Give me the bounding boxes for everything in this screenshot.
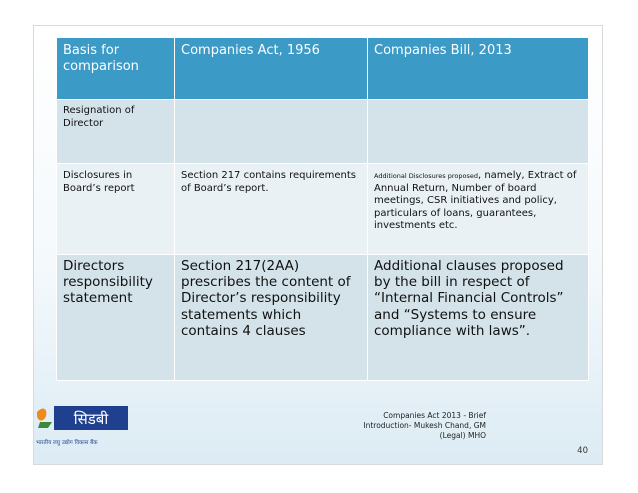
logo-text: सिडबी bbox=[73, 410, 109, 428]
table-row bbox=[57, 164, 589, 255]
cell-basis: Resignation of Director bbox=[57, 100, 175, 164]
cell-bill-2013-small: Additional Disclosures proposed bbox=[374, 172, 478, 180]
cell-bill-2013 bbox=[368, 100, 589, 164]
logo-tagline: भारतीय लघु उद्योग विकास बैंक bbox=[36, 440, 98, 446]
sidbi-logo bbox=[34, 404, 134, 454]
table-row bbox=[57, 100, 589, 164]
header-act-1956: Companies Act, 1956 bbox=[175, 38, 368, 100]
cell-act-1956: Section 217 contains requirements of Board’s report. bbox=[175, 164, 368, 255]
slide bbox=[33, 25, 603, 465]
footer-caption bbox=[306, 411, 486, 440]
cell-bill-2013-rest: , namely, Extract of Annual Return, Number of board meetings, CSR initiatives and policy, particulars of loans, guarantees, investments etc. bbox=[374, 170, 577, 231]
cell-bill-2013: Additional clauses proposed by the bill in respect of “Internal Financial Controls” and “Systems to ensure compliance with laws”. bbox=[368, 255, 589, 381]
cell-basis: Directors responsibility statement bbox=[57, 255, 175, 381]
footer-line-2: Introduction- Mukesh Chand, GM bbox=[363, 420, 486, 430]
table-header-row bbox=[57, 38, 589, 100]
footer-line-3: (Legal) MHO bbox=[439, 430, 486, 440]
table-row bbox=[57, 255, 589, 381]
header-basis: Basis for comparison bbox=[57, 38, 175, 100]
footer-line-1: Companies Act 2013 - Brief bbox=[383, 411, 486, 420]
cell-act-1956: Section 217(2AA) prescribes the content of Director’s responsibility statements which contains 4 clauses bbox=[175, 255, 368, 381]
cell-bill-2013 bbox=[368, 164, 589, 255]
cell-basis: Disclosures in Board’s report bbox=[57, 164, 175, 255]
logo-flame-icon bbox=[37, 409, 46, 421]
logo-leaf-icon bbox=[38, 422, 52, 428]
cell-act-1956 bbox=[175, 100, 368, 164]
header-bill-2013: Companies Bill, 2013 bbox=[368, 38, 589, 100]
comparison-table bbox=[56, 37, 589, 381]
page-number: 40 bbox=[577, 446, 588, 456]
